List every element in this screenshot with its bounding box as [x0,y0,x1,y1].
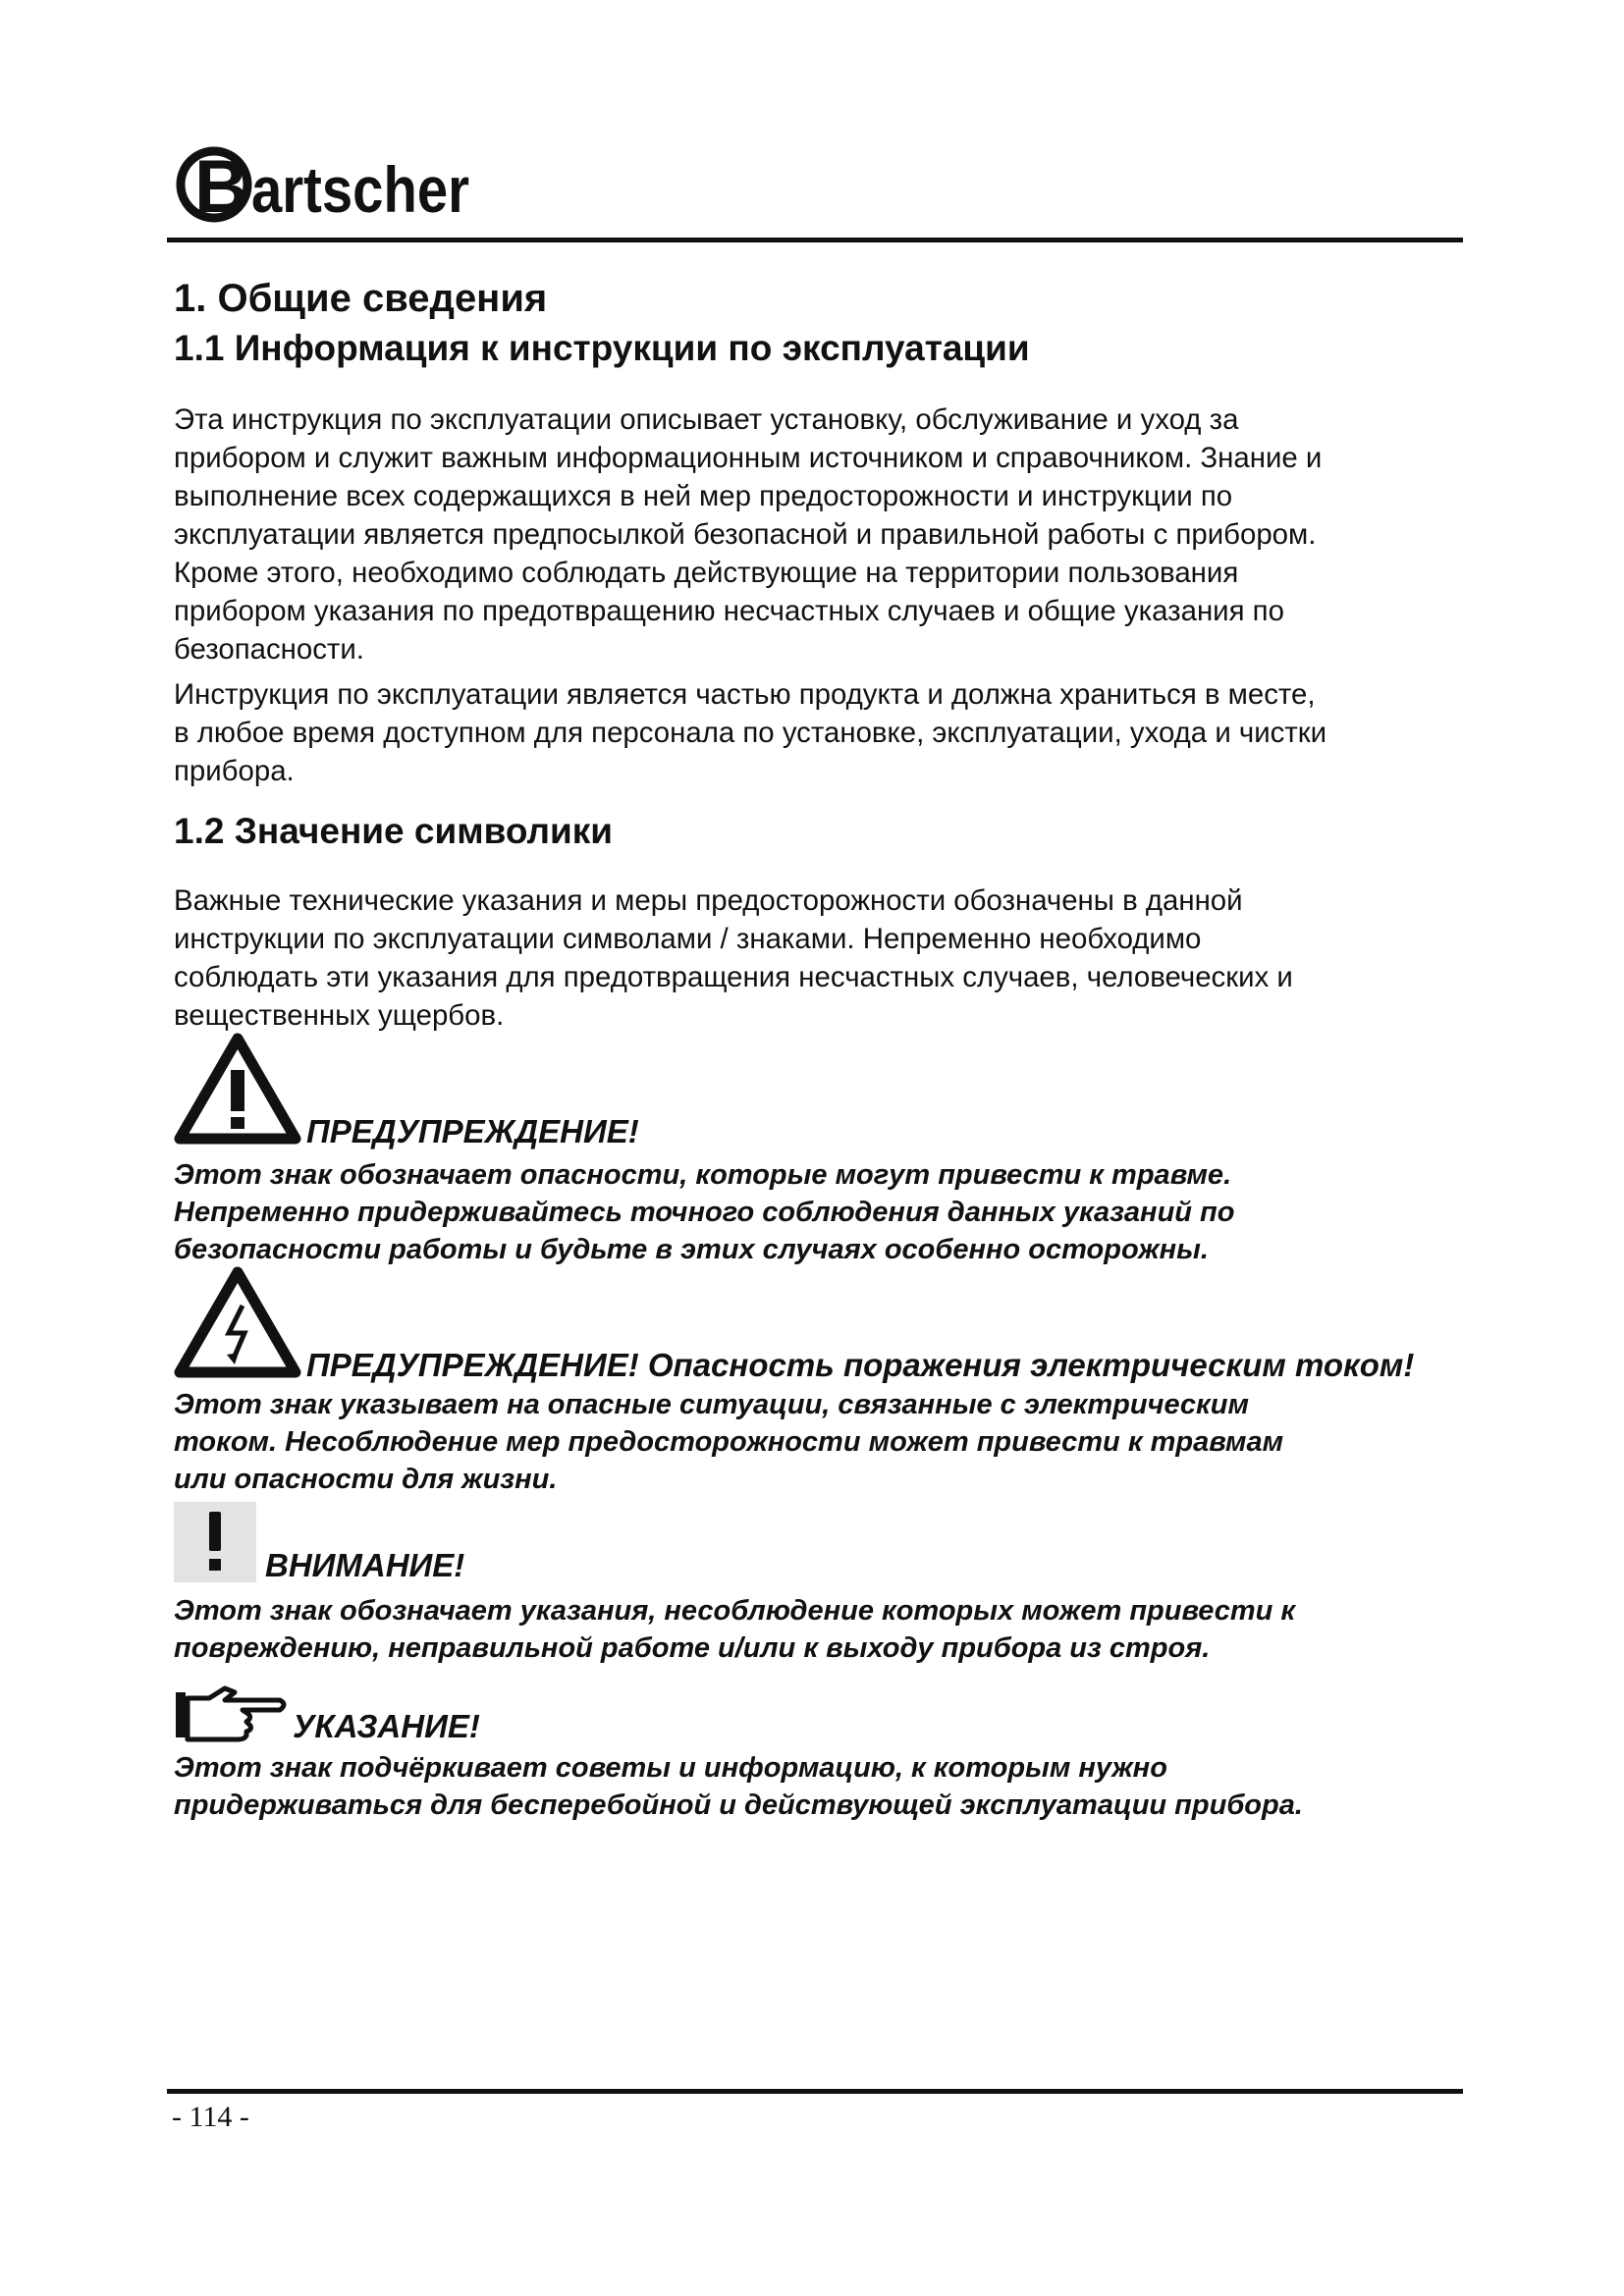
note-title: УКАЗАНИЕ! [293,1708,480,1744]
paragraph-instructions: Эта инструкция по эксплуатации описывает установку, обслуживание и уход за прибором и служит важным информационным источником и справочником. Знание и выполнение всех содержащихся в ней мер предосторожности и инструкции по эксплуатации является предпосылкой безопасной и правильной работы с прибором. Кроме этого, необходимо соблюдать действующие на территории пользования прибором указания по предотвращению несчастных случаев и общие указания по безопасности. [174,403,1323,666]
exclamation-icon [174,1502,256,1587]
paragraph-symbols: Важные технические указания и меры предосторожности обозначены в данной инструкции по эксплуатации символами / знаками. Непременно необходимо соблюдать эти указания для предотвращения несчастных случаев, человеческих и вещественных ущербов. [174,884,1293,1032]
pointing-hand-icon [174,1682,292,1750]
page-number: - 114 - [172,2101,249,2133]
bartscher-logo [175,135,479,234]
svg-text:B: B [194,145,248,229]
logo-wordmark: artscher [251,153,469,226]
electric-warning-title: ПРЕДУПРЕЖДЕНИЕ! Опасность поражения электрическим током! [306,1347,1415,1383]
paragraph-storage: Инструкция по эксплуатации является частью продукта и должна храниться в месте, в любое время доступном для персонала по установке, эксплуатации, ухода и чистки прибора. [174,678,1327,787]
section-title: 1. Общие сведения [174,277,548,320]
subsection-title-1-1: 1.1 Информация к инструкции по эксплуатации [174,328,1030,368]
note-text: Этот знак подчёркивает советы и информацию, к которым нужно придерживаться для бесперебойной и действующей эксплуатации прибора. [174,1752,1303,1821]
warning-title: ПРЕДУПРЕЖДЕНИЕ! [306,1113,639,1149]
header-rule [167,238,1463,242]
attention-text: Этот знак обозначает указания, несоблюдение которых может привести к повреждению, неправильной работе и/или к выходу прибора из строя. [174,1595,1296,1664]
electric-shock-warning-icon [174,1266,301,1384]
warning-text: Этот знак обозначает опасности, которые могут привести к травме. Непременно придерживайтесь точного соблюдения данных указаний по безопасности работы и будьте в этих случаях особенно осторожны. [174,1159,1235,1265]
subsection-title-1-2: 1.2 Значение символики [174,811,614,851]
warning-triangle-icon [174,1033,301,1150]
footer-rule [167,2089,1463,2094]
attention-title: ВНИМАНИЕ! [265,1547,465,1583]
electric-warning-text: Этот знак указывает на опасные ситуации, связанные с электрическим током. Несоблюдение мер предосторожности может привести к травмам или опасности для жизни. [174,1389,1284,1495]
